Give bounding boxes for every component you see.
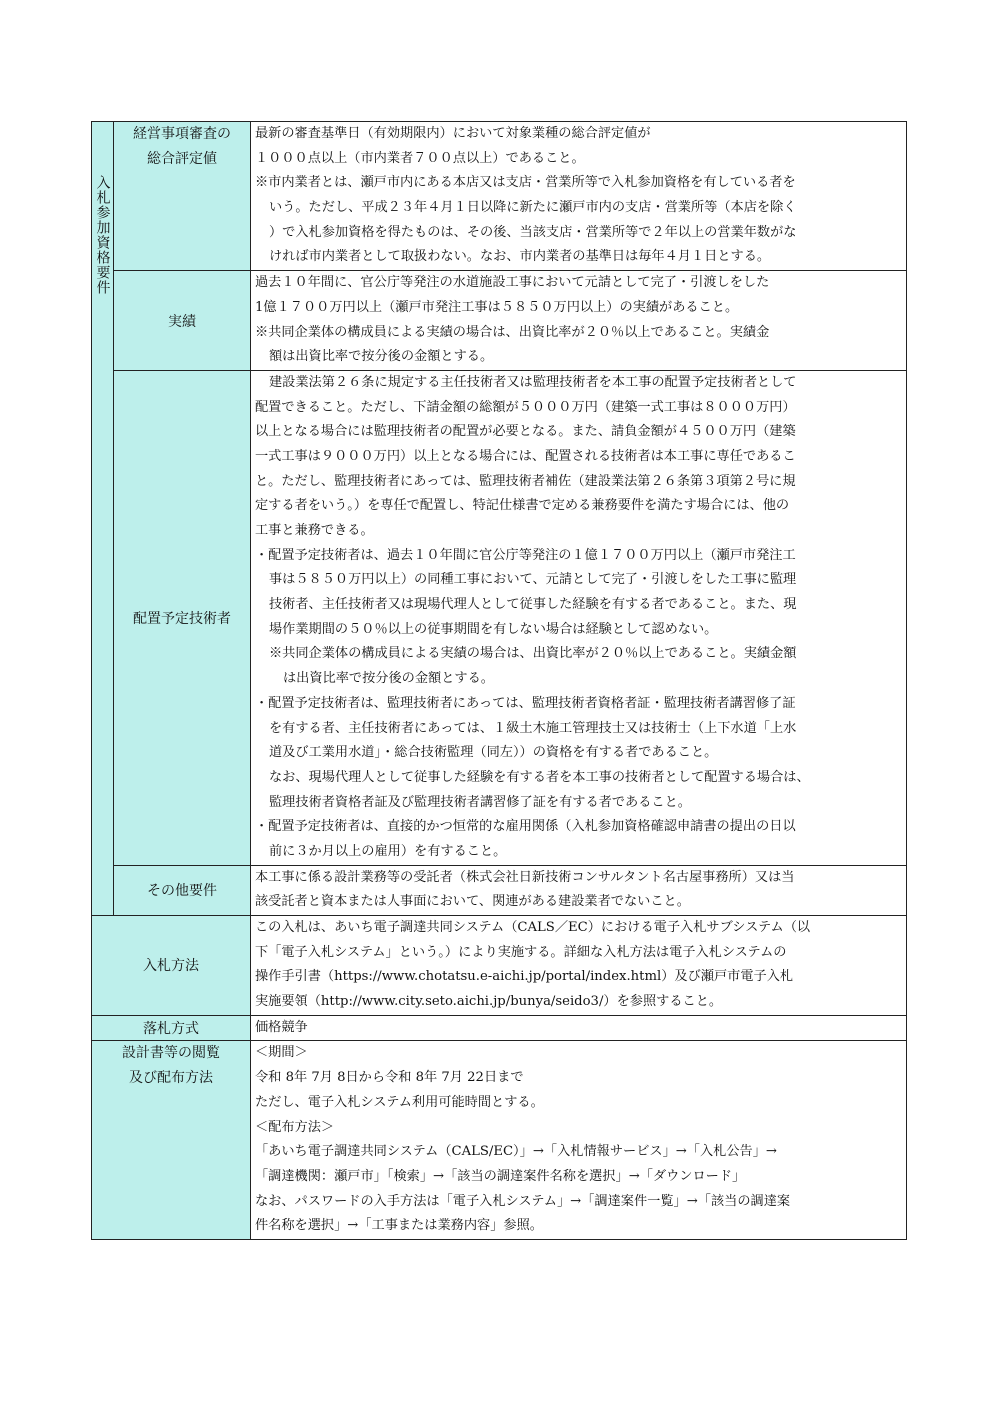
text-line: 操作手引書（https://www.chotatsu.e-aichi.jp/portal/index.html）及び瀬戸市電子入札 <box>255 969 794 985</box>
label-keiei <box>114 122 251 271</box>
text-line: ・配置予定技術者は、直接的かつ恒常的な雇用関係（入札参加資格確認申請書の提出の日以 <box>255 819 796 835</box>
row-keiei <box>92 122 907 271</box>
vertical-label-text: 入札参加資格要件 <box>94 175 111 295</box>
label-line: 総合評定値 <box>147 150 217 167</box>
content-keiei <box>251 122 907 271</box>
bid-requirements-table <box>91 121 907 1240</box>
text-line: なお、パスワードの入手方法は「電子入札システム」→「調達案件一覧」→「該当の調達案 <box>255 1193 791 1209</box>
text-line: ＜配布方法＞ <box>255 1119 335 1135</box>
text-line: なお、現場代理人として従事した経験を有する者を本工事の技術者として配置する場合は、 <box>269 769 810 785</box>
row-sonota <box>92 865 907 915</box>
label-rakusatsu: 落札方式 <box>92 1015 251 1041</box>
label-jisseki: 実績 <box>114 271 251 371</box>
row-jisseki <box>92 271 907 371</box>
text-line: 建設業法第２６条に規定する主任技術者又は監理技術者を本工事の配置予定技術者として <box>269 374 797 390</box>
label-nyusatsu: 入札方法 <box>92 916 251 1016</box>
text-line: いう。ただし、平成２３年４月１日以降に新たに瀬戸市内の支店・営業所等（本店を除く <box>269 200 797 216</box>
text-line: 道及び工業用水道」・総合技術監理（同左））の資格を有する者であること。 <box>269 745 718 761</box>
text-line: 件名称を選択」→「工事または業務内容」参照。 <box>255 1218 543 1234</box>
text-line: は出資比率で按分後の金額とする。 <box>283 671 494 687</box>
bid-qualification-group-label <box>92 122 114 916</box>
text-line: 工事と兼務できる。 <box>255 523 374 538</box>
text-line: 一式工事は９０００万円）以上となる場合には、配置される技術者は本工事に専任であるこ <box>255 448 796 464</box>
text-line: 定する者をいう。）を専任で配置し、特記仕様書で定める兼務要件を満たす場合には、他の <box>255 498 790 514</box>
label-sekkei <box>92 1041 251 1240</box>
text-line: 技術者、主任技術者又は現場代理人として従事した経験を有する者であること。また、現 <box>269 597 797 613</box>
row-sekkei <box>92 1041 907 1240</box>
text-line: ※共同企業体の構成員による実績の場合は、出資比率が２０％以上であること。実績金額 <box>269 646 797 662</box>
text-line: 額は出資比率で按分後の金額とする。 <box>269 349 494 365</box>
row-rakusatsu <box>92 1015 907 1041</box>
text-line: 前に３か月以上の雇用）を有すること。 <box>269 843 507 859</box>
text-line: 「あいち電子調達共同システム（CALS/EC）」→「入札情報サービス」→「入札公告」→ <box>255 1144 777 1160</box>
text-line: ※共同企業体の構成員による実績の場合は、出資比率が２０％以上であること。実績金 <box>255 324 770 340</box>
content-jisseki <box>251 271 907 371</box>
text-line: ＜期間＞ <box>255 1045 308 1061</box>
label-haichi: 配置予定技術者 <box>114 370 251 865</box>
row-haichi <box>92 370 907 865</box>
text-line: 令和 8年 7月 8日から令和 8年 7月 22日まで <box>255 1070 524 1086</box>
text-line: ・配置予定技術者は、過去１０年間に官公庁等発注の１億１７００万円以上（瀬戸市発注工 <box>255 547 796 563</box>
text-line: 該受託者と資本または人事面において、関連がある建設業者でないこと。 <box>255 894 690 910</box>
text-line: ・配置予定技術者は、監理技術者にあっては、監理技術者資格者証・監理技術者講習修了証 <box>255 695 796 711</box>
content-sekkei <box>251 1041 907 1240</box>
label-sonota: その他要件 <box>114 865 251 915</box>
text-line: 最新の審査基準日（有効期限内）において対象業種の総合評定値が <box>255 126 651 141</box>
text-line: 価格競争 <box>255 1019 308 1035</box>
text-line: 以上となる場合には監理技術者の配置が必要となる。また、請負金額が４５００万円（建築 <box>255 424 796 440</box>
text-line: 「調達機関：瀬戸市」「検索」→「該当の調達案件名称を選択」→「ダウンロード」 <box>255 1168 746 1184</box>
label-line: 経営事項審査の <box>133 126 231 142</box>
text-line: を有する者、主任技術者にあっては、１級土木施工管理技士又は技術士（上下水道「上水 <box>269 720 797 736</box>
text-line: ）で入札参加資格を得たものは、その後、当該支店・営業所等で２年以上の営業年数がな <box>269 224 797 240</box>
text-line: 実施要領（http://www.city.seto.aichi.jp/bunya/seido3/）を参照すること。 <box>255 994 723 1010</box>
label-line: 設計書等の閲覧 <box>122 1045 220 1062</box>
text-line: 本工事に係る設計業務等の受託者（株式会社日新技術コンサルタント名古屋事務所）又は当 <box>255 869 795 885</box>
label-line: 及び配布方法 <box>129 1070 213 1087</box>
text-line: 下「電子入札システム」という。）により実施する。詳細な入札方法は電子入札システムの <box>255 944 787 960</box>
text-line: ※市内業者とは、瀬戸市内にある本店又は支店・営業所等で入札参加資格を有している者を <box>255 175 796 191</box>
content-nyusatsu <box>251 916 907 1016</box>
text-line: ただし、電子入札システム利用可能時間とする。 <box>255 1094 544 1110</box>
content-haichi <box>251 370 907 865</box>
row-nyusatsu <box>92 916 907 1016</box>
text-line: 1億１７００万円以上（瀬戸市発注工事は５８５０万円以上）の実績があること。 <box>255 299 739 315</box>
content-rakusatsu <box>251 1015 907 1041</box>
content-sonota <box>251 865 907 915</box>
text-line: 監理技術者資格者証及び監理技術者講習修了証を有する者であること。 <box>269 794 691 810</box>
text-line: この入札は、あいち電子調達共同システム（CALS／EC）における電子入札サブシステム（以 <box>255 920 811 935</box>
text-line: 配置できること。ただし、下請金額の総額が５０００万円（建築一式工事は８０００万円） <box>255 399 796 415</box>
text-line: 過去１０年間に、官公庁等発注の水道施設工事において元請として完了・引渡しをした <box>255 275 770 291</box>
text-line: １０００点以上（市内業者７００点以上）であること。 <box>255 150 585 166</box>
text-line: ければ市内業者として取扱わない。なお、市内業者の基準日は毎年４月１日とする。 <box>269 249 771 265</box>
text-line: 事は５８５０万円以上）の同種工事において、元請として完了・引渡しをした工事に監理 <box>269 572 797 588</box>
text-line: 場作業期間の５０％以上の従事期間を有しない場合は経験として認めない。 <box>269 621 718 637</box>
text-line: と。ただし、監理技術者にあっては、監理技術者補佐（建設業法第２６条第３項第２号に規 <box>255 473 796 489</box>
